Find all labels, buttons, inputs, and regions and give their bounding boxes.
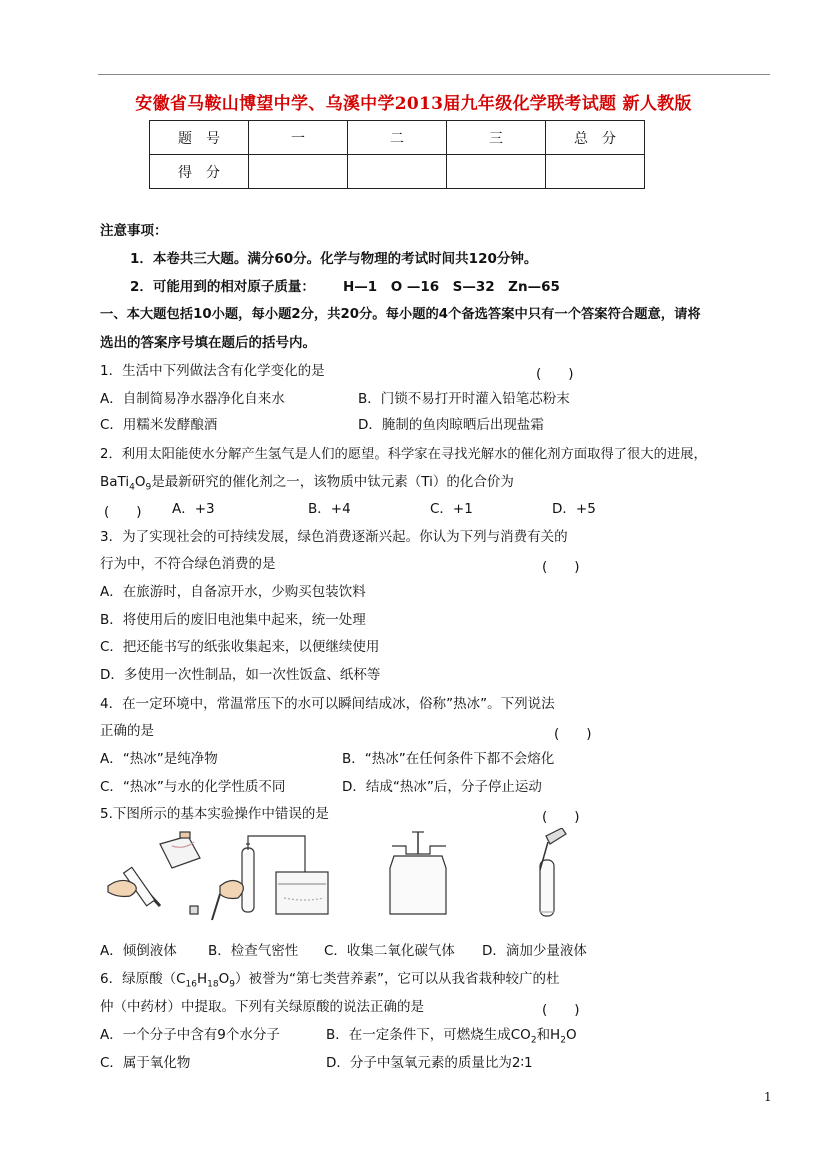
score-input-cell[interactable] <box>546 155 645 189</box>
q5-option-c: C．收集二氧化碳气体 <box>324 943 455 959</box>
q3-option-a: A．在旅游时，自备凉开水，少购买包装饮料 <box>100 584 366 600</box>
q1-option-b: B．门锁不易打开时灌入铅笔芯粉末 <box>358 391 570 407</box>
q4-answer-paren[interactable]: ( ) <box>554 726 592 742</box>
table-cell: 二 <box>348 121 447 155</box>
score-input-cell[interactable] <box>249 155 348 189</box>
q6-option-d: D．分子中氢氧元素的质量比为2∶1 <box>326 1055 533 1071</box>
note-2-values: H—1 O —16 S—32 Zn—65 <box>343 279 560 295</box>
q5-answer-paren[interactable]: ( ) <box>542 809 580 825</box>
q1-option-d: D．腌制的鱼肉晾晒后出现盐霜 <box>358 417 544 433</box>
formula-part: H <box>196 971 208 987</box>
formula-subscript: 2 <box>530 1035 537 1046</box>
q4-line1: 4．在一定环境中，常温常压下的水可以瞬间结成冰，俗称”热冰”。下列说法 <box>100 696 555 712</box>
q4-option-a: A．“热冰”是纯净物 <box>100 751 218 767</box>
q6-line2: 仲（中药材）中提取。下列有关绿原酸的说法正确的是 <box>100 999 424 1015</box>
table-row <box>150 155 645 189</box>
section1-line2: 选出的答案序号填在题后的括号内。 <box>100 335 316 351</box>
q3-option-d: D．多使用一次性制品，如一次性饭盒、纸杯等 <box>100 667 381 683</box>
score-input-cell[interactable] <box>348 155 447 189</box>
q4-option-c: C．“热冰”与水的化学性质不同 <box>100 779 286 795</box>
q6-answer-paren[interactable]: ( ) <box>542 1002 580 1018</box>
table-cell: 三 <box>447 121 546 155</box>
q6-line1-post: ）被誉为“第七类营养素”，它可以从我省栽种较广的杜 <box>234 971 560 987</box>
formula-part: O <box>134 474 146 490</box>
q2-line2 <box>100 473 514 497</box>
q1-answer-paren[interactable]: ( ) <box>536 366 574 382</box>
q2-option-b: B．+4 <box>308 501 351 517</box>
experiment-figures <box>100 828 620 928</box>
q5-option-a: A．倾倒液体 <box>100 943 177 959</box>
table-cell: 一 <box>249 121 348 155</box>
formula-subscript: 9 <box>229 979 235 990</box>
q2-option-a: A．+3 <box>172 501 215 517</box>
q5-option-b: B．检查气密性 <box>208 943 299 959</box>
note-1: 1．本卷共三大题。满分60分。化学与物理的考试时间共120分钟。 <box>130 251 538 267</box>
pouring-liquid-figure <box>108 832 200 914</box>
q6-option-b <box>326 1026 577 1050</box>
co2-collection-figure <box>390 832 446 914</box>
table-cell: 总 分 <box>546 121 645 155</box>
q6-option-b-pre: B．在一定条件下，可燃烧生成CO <box>326 1027 531 1043</box>
table-cell: 得 分 <box>150 155 249 189</box>
q1-option-c: C．用糯米发酵酿酒 <box>100 417 218 433</box>
formula-subscript: 2 <box>560 1035 566 1046</box>
note-2-label: 2．可能用到的相对原子质量： <box>130 279 315 295</box>
dropper-figure <box>540 828 566 916</box>
section1-line1: 一、本大题包括10小题，每小题2分，共20分。每小题的4个备选答案中只有一个答案符合题意，请将 <box>100 307 701 322</box>
header-rule <box>98 74 770 75</box>
q1-stem: 1．生活中下列做法含有化学变化的是 <box>100 363 325 379</box>
formula-part: O <box>218 971 230 987</box>
q3-option-c: C．把还能书写的纸张收集起来，以便继续使用 <box>100 639 380 655</box>
q2-line2-text: 是最新研究的催化剂之一，该物质中钛元素（Ti）的化合价为 <box>151 474 514 490</box>
q6-line1 <box>100 970 559 994</box>
q6-option-c: C．属于氧化物 <box>100 1055 191 1071</box>
formula-subscript: 9 <box>145 482 152 493</box>
q2-line1: 2．利用太阳能使水分解产生氢气是人们的愿望。科学家在寻找光解水的催化剂方面取得了很大的进展， <box>100 447 707 462</box>
q3-option-b: B．将使用后的废旧电池集中起来，统一处理 <box>100 612 366 628</box>
formula-subscript: 18 <box>207 979 219 990</box>
q4-option-d: D．结成“热冰”后，分子停止运动 <box>342 779 542 795</box>
q3-line1: 3．为了实现社会的可持续发展，绿色消费逐渐兴起。你认为下列与消费有关的 <box>100 529 568 545</box>
page-title: 安徽省马鞍山博望中学、乌溪中学2013届九年级化学联考试题 新人教版 <box>135 94 692 114</box>
q4-line2: 正确的是 <box>100 723 154 739</box>
score-table <box>149 120 645 189</box>
formula-subscript: 16 <box>185 979 197 990</box>
q6-option-b-post: O <box>565 1027 577 1043</box>
q6-option-a: A．一个分子中含有9个水分子 <box>100 1027 280 1043</box>
page-number: 1 <box>764 1090 772 1104</box>
q5-option-d: D．滴加少量液体 <box>482 943 587 959</box>
formula-part: BaTi <box>100 474 130 490</box>
notes-heading: 注意事项： <box>100 223 168 239</box>
airtightness-figure <box>212 836 328 920</box>
score-input-cell[interactable] <box>447 155 546 189</box>
q2-option-c: C．+1 <box>430 501 473 517</box>
q2-option-d: D．+5 <box>552 501 596 517</box>
table-row <box>150 121 645 155</box>
formula-subscript: 4 <box>129 482 135 493</box>
q3-answer-paren[interactable]: ( ) <box>542 559 580 575</box>
q3-line2: 行为中，不符合绿色消费的是 <box>100 556 276 572</box>
table-cell: 题 号 <box>150 121 249 155</box>
q1-option-a: A．自制简易净水器净化自来水 <box>100 391 285 407</box>
q5-stem: 5.下图所示的基本实验操作中错误的是 <box>100 806 329 822</box>
q6-line1-pre: 6．绿原酸（C <box>100 971 186 987</box>
q4-option-b: B．“热冰”在任何条件下都不会熔化 <box>342 751 555 767</box>
q6-option-b-mid: 和H <box>536 1027 561 1043</box>
q2-answer-paren[interactable]: ( ) <box>104 504 142 520</box>
